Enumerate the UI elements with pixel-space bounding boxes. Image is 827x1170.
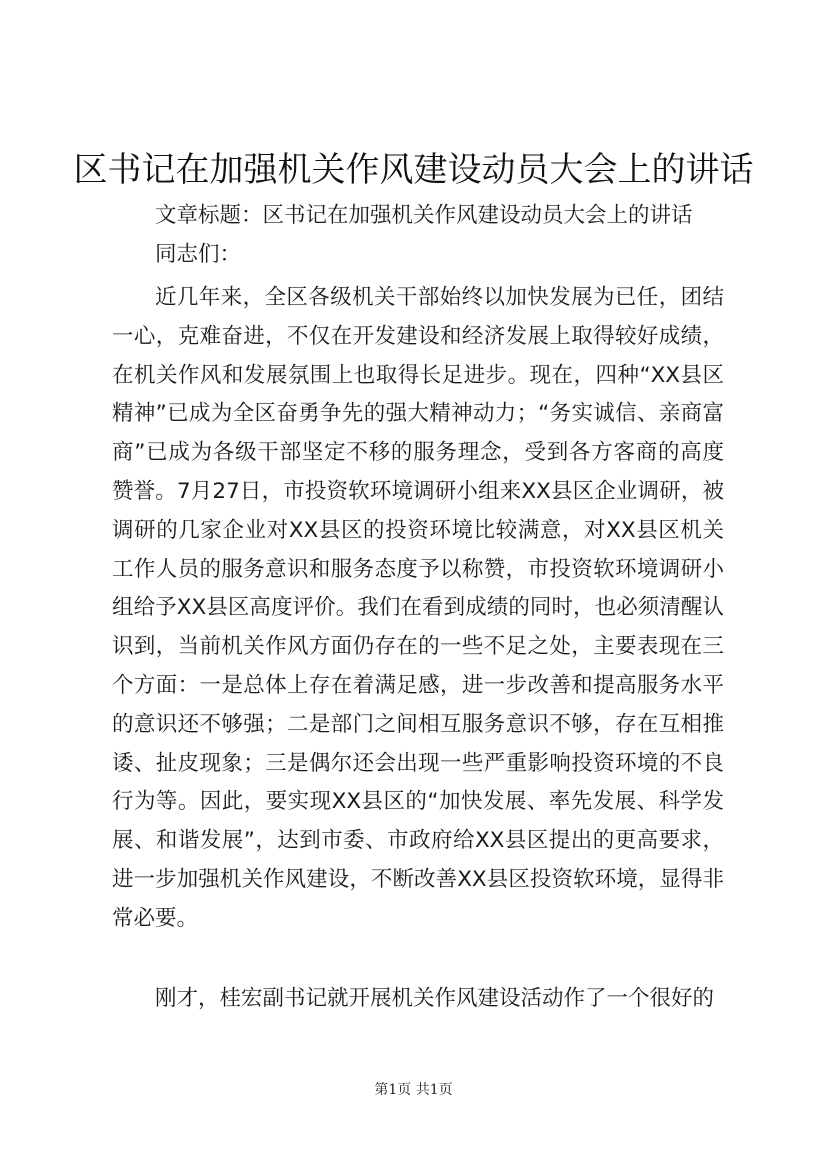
salutation: 同志们： bbox=[155, 242, 242, 267]
page-footer: 第1页 共1页 bbox=[374, 1082, 453, 1098]
document-title: 区书记在加强机关作风建设动员大会上的讲话 bbox=[73, 150, 754, 190]
body-paragraph: 刚才，桂宏副书记就开展机关作风建设活动作了一个很好的 bbox=[155, 986, 715, 1011]
body-paragraph: 近几年来，全区各级机关干部始终以加快发展为已任，团结一心，克难奋进，不仅在开发建设和经济发展上取得较好成绩，在机关作风和发展氛围上也取得长足进步。现在，四种“XX县区精神”已成为全区奋勇争先的强大精神动力；“务实诚信、亲商富商”已成为各级干部坚定不移的服务理念，受到各方客商的高度赞誉。7月27日，市投资软环境调研小组来XX县区企业调研，被调研的几家企业对XX县区的投资环境比较满意，对XX县区机关工作人员的服务意识和服务态度予以称赞，市投资软环境调研小组给予XX县区高度评价。我们在看到成绩的同时，也必须清醒认识到，当前机关作风方面仍存在的一些不足之处，主要表现在三个方面：一是总体上存在着满足感，进一步改善和提高服务水平的意识还不够强；二是部门之间相互服务意识不够，存在互相推诿、扯皮现象；三是偶尔还会出现一些严重影响投资环境的不良行为等。因此，要实现XX县区的“加快发展、率先发展、科学发展、和谐发展”，达到市委、市政府给XX县区提出的更高要求，进一步加强机关作风建设，不断改善XX县区投资软环境，显得非常必要。 bbox=[112, 285, 724, 931]
article-title-line: 文章标题：区书记在加强机关作风建设动员大会上的讲话 bbox=[155, 203, 693, 228]
